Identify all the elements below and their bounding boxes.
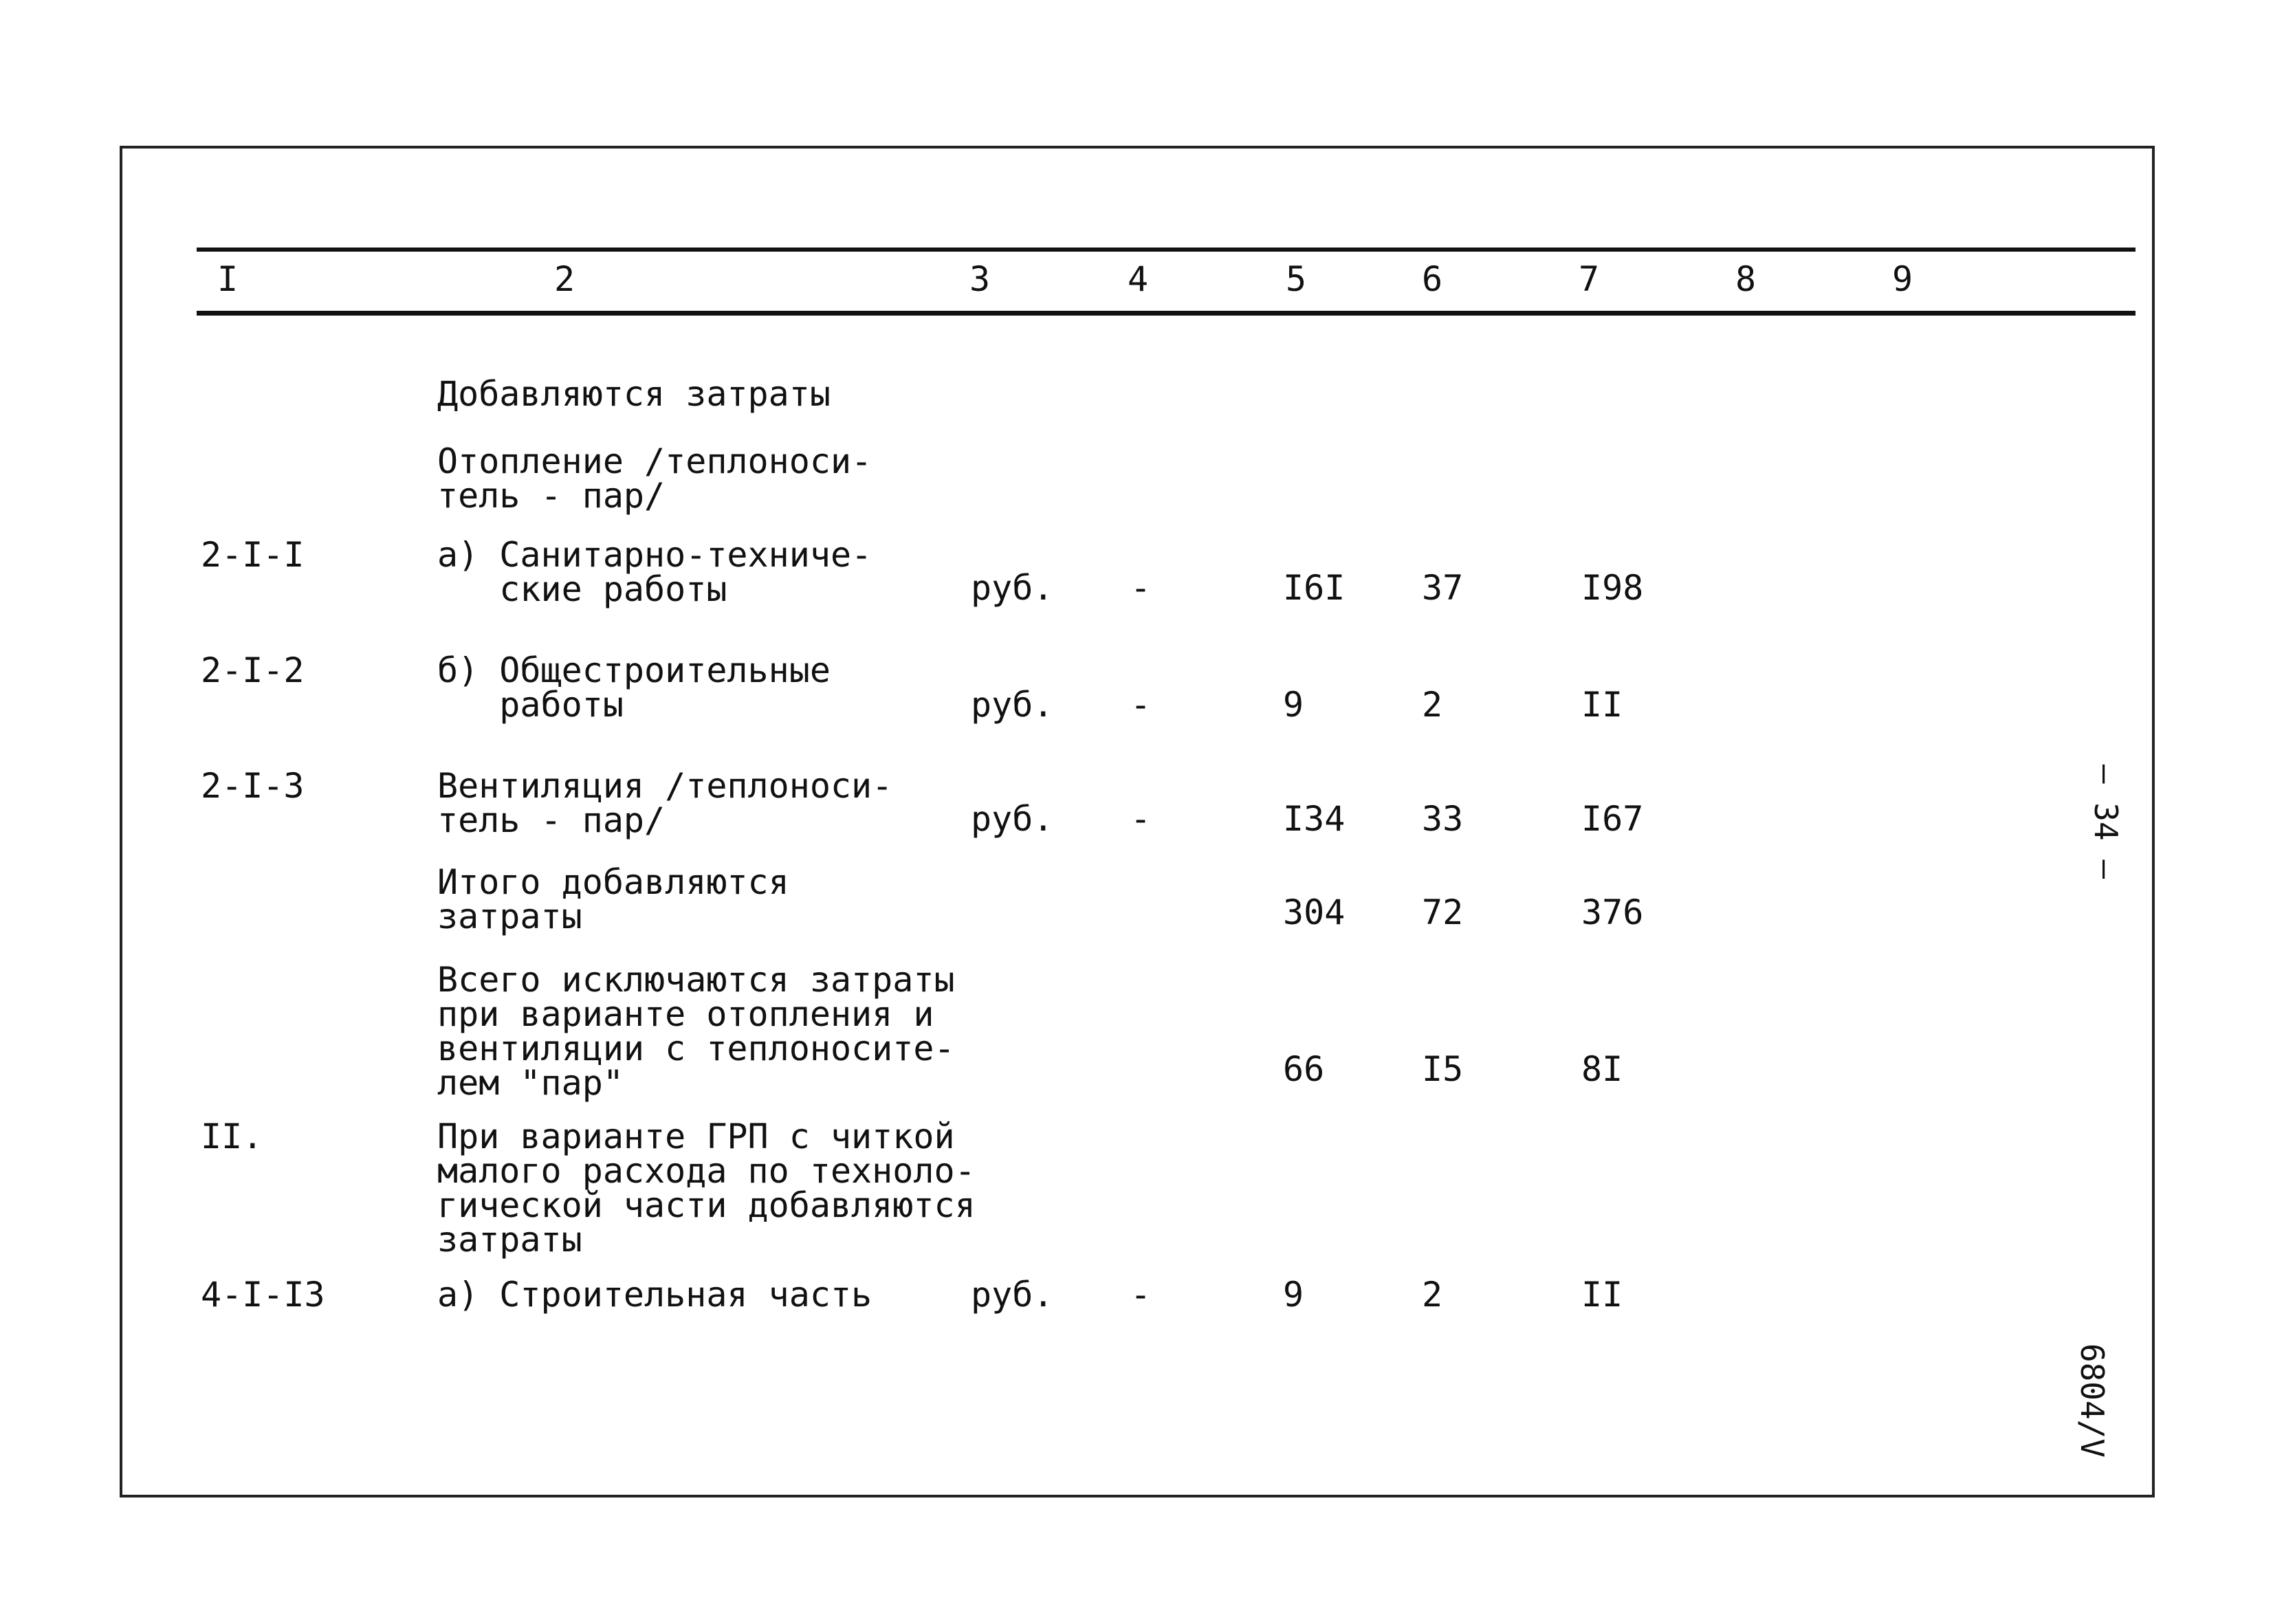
row-unit: руб. [971,568,1054,608]
row-col6: 37 [1422,568,1464,608]
row-code: 2-I-I [201,535,305,575]
row-dash: - [1130,685,1152,725]
row-code: 2-I-2 [201,650,305,690]
row-desc: а) Строительная часть [437,1275,872,1315]
column-header-7: 7 [1579,259,1600,299]
table-header-top-rule [197,248,2135,252]
row-col7: II [1581,685,1623,725]
row-col5: I6I [1283,568,1346,608]
row-unit: руб. [971,799,1054,839]
row-col7: I98 [1581,568,1644,608]
column-header-6: 6 [1422,259,1443,299]
column-header-5: 5 [1286,259,1307,299]
row-col7: I67 [1581,799,1644,839]
row-col6: I5 [1422,1049,1464,1089]
document-number: 6804/V [2074,1343,2111,1458]
row-code: 4-I-I3 [201,1275,325,1315]
row-col6: 33 [1422,799,1464,839]
row-col7: 376 [1581,892,1644,932]
row-desc: б) Общестроительные работы [437,650,831,725]
row-dash: - [1130,568,1152,608]
row-unit: руб. [971,1275,1054,1315]
column-header-2: 2 [554,259,575,299]
row-desc: Итого добавляются затраты [437,862,789,936]
row-unit: руб. [971,685,1054,725]
page-number-mark: — 34 — [2087,764,2125,879]
column-header-9: 9 [1892,259,1913,299]
row-dash: - [1130,1275,1152,1315]
row-col5: 9 [1283,685,1304,725]
row-col6: 72 [1422,892,1464,932]
column-header-8: 8 [1735,259,1757,299]
row-col7: 8I [1581,1049,1623,1089]
row-col5: I34 [1283,799,1346,839]
row-desc: Добавляются затраты [437,374,831,414]
row-col6: 2 [1422,685,1443,725]
row-col5: 66 [1283,1049,1325,1089]
row-desc: а) Санитарно-техниче- ские работы [437,535,872,609]
column-header-3: 3 [969,259,991,299]
row-desc: При варианте ГРП с читкой малого расхода по техноло- гической части добавляются затраты [437,1117,976,1260]
row-desc: Всего исключаются затраты при варианте отопления и вентиляции с теплоносите- лем "пар" [437,960,955,1103]
row-col5: 9 [1283,1275,1304,1315]
row-col6: 2 [1422,1275,1443,1315]
row-dash: - [1130,799,1152,839]
row-col7: II [1581,1275,1623,1315]
row-code: 2-I-3 [201,766,305,806]
column-header-4: 4 [1128,259,1149,299]
table-header-bottom-rule [197,311,2135,316]
row-desc: Вентиляция /теплоноси- тель - пар/ [437,766,893,840]
row-desc: Отопление /теплоноси- тель - пар/ [437,441,872,516]
row-col5: 304 [1283,892,1346,932]
row-code: II. [201,1117,263,1156]
column-header-1: I [217,259,239,299]
